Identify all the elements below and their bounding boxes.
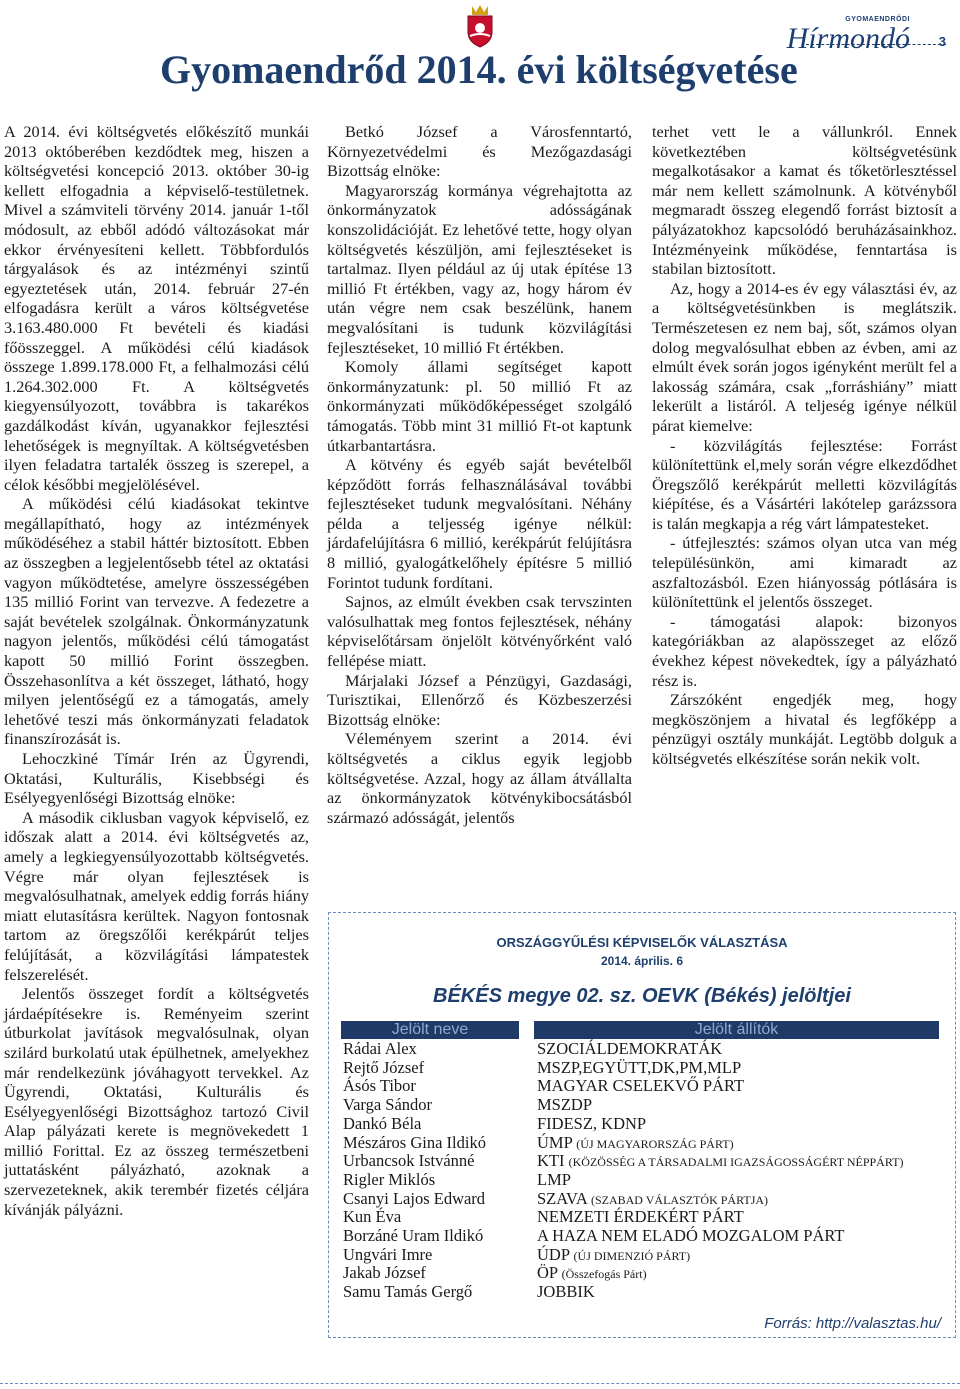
page-title: Gyomaendrőd 2014. évi költségvetése [160, 47, 798, 92]
paragraph: - útfejlesztés: számos olyan utca van még településünkön, ami kimaradt az aszfaltozásból. Ezen hiányosság pótlására is különítettünk el jelentős összeget. [652, 533, 957, 612]
party-note: (Összefogás Párt) [561, 1267, 647, 1282]
paragraph: Véleményem szerint a 2014. évi költségvetés a ciklus egyik legjobb költségvetése. Azzal, hogy az állam átvállalta az önkormányzatok kötvénykibocsátásból származó adósságát, jelentős [327, 729, 632, 827]
party-note: (KÖZÖSSÉG A TÁRSADALMI IGAZSÁGOSSÁGÉRT NÉPPÁRT) [568, 1155, 904, 1170]
candidate-party [537, 1095, 592, 1114]
paragraph: Márjalaki József a Pénzügyi, Gazdasági, Turisztikai, Ellenőrző és Közbeszerzési Bizottság elnöke: [327, 670, 632, 729]
table-row [343, 1095, 951, 1114]
candidate-party [537, 1282, 595, 1301]
paragraph: - közvilágítás fejlesztése: Forrást különítettünk el,mely során végre elkezdődhet Öregszőlő kerékpárút melletti közvilágítás kiépítése, és a Vásártéri lakótelep garázssora is talán megkapja a rég várt lámpatesteket. [652, 435, 957, 533]
paragraph: Komoly állami segítséget kapott önkormányzatunk: pl. 50 millió Ft az önkormányzati működőképességet szolgáló támogatás. Több mint 31 millió Ft-ot kaptunk útkarbantartásra. [327, 357, 632, 455]
candidate-name: Rejtő József [343, 1057, 425, 1077]
election-heading: ORSZÁGGYŰLÉSI KÉPVISELŐK VÁLASZTÁSA [496, 935, 788, 950]
candidate-name: Dankó Béla [343, 1113, 422, 1133]
column-header-party: Jelölt állítók [534, 1021, 939, 1039]
party-name: A HAZA NEM ELADÓ MOZGALOM PÁRT [537, 1226, 845, 1245]
candidate-party [537, 1114, 646, 1133]
paragraph: - támogatási alapok: bizonyos kategóriákban az alapösszeget az előző évekhez képest növekedtek, így a pályázható rész is. [652, 611, 957, 690]
paragraph: terhet vett le a vállunkról. Ennek következtében költségvetésünk megalkotásakor a kamat és tőketörlesztéssel már nem kellett számolnunk. A kötvényből megmaradt összeg elegendő forrást biztosít a pályázatokhoz kapcsolódó beruházásainkhoz. Intézményeink működése, fenntartása is stabilan biztosított. [652, 122, 957, 279]
page-number: 3 [938, 34, 946, 49]
column-header-name: Jelölt neve [341, 1021, 519, 1039]
candidate-name: Mészáros Gina Ildikó [343, 1132, 486, 1152]
paragraph: Magyarország kormánya végrehajtotta az önkormányzatok adósságának konszolidációját. Ez lehetővé tette, hogy olyan költségvetés készüljön, ami fejlesztéseket is tartalmaz. Ilyen például az új utak építése 13 millió Ft értékben, vagy az, hogy három év után végre nem csak beszélünk, hanem megvalósítani is tudunk közvilágítási fejlesztéseket, 10 millió Ft értékben. [327, 180, 632, 357]
paragraph: A működési célú kiadásokat tekintve megállapítható, hogy az intézmények működéséhez a stabil háttér biztosított. Ebben az összegben a legjelentősebb tétel az oktatási vagyon működtetése, amelyre összességében 135 millió Forint van tervezve. A fedezetre a saját bevételek szolgálnak. Önkormányzatunk nagyon jelentős, működési célú támogatást kapott 50 millió Forint összegben. Összehasonlítva a két összeget, látható, hogy milyen jelentőségű ez a támogatás, amely lehetővé teszi más önkormányzati feladatok finanszírozását is. [4, 494, 309, 749]
candidate-party [537, 1076, 744, 1095]
table-row [343, 1076, 951, 1095]
candidate-name: Csanyi Lajos Edward [343, 1188, 486, 1208]
table-row [343, 1189, 951, 1208]
bottom-rule [0, 1383, 960, 1384]
party-name: MSZP,EGYÜTT,DK,PM,MLP [537, 1057, 742, 1077]
candidate-name: Ungvári Imre [343, 1244, 433, 1264]
party-name: NEMZETI ÉRDEKÉRT PÁRT [537, 1207, 744, 1227]
paragraph: Zárszóként engedjék meg, hogy megköszönjem a hivatal és legfőképp a pénzügyi osztály munkáját. Legtöbb dolguk a költségvetés elkészítése során nekik volt. [652, 690, 957, 768]
masthead-name: Hírmondó [786, 22, 910, 55]
column-1 [4, 122, 309, 1219]
paragraph: A 2014. évi költségvetés előkészítő munkái 2013 októberében kezdődtek meg, hiszen a költségvetési koncepció 2013. október 30-ig kellett elfogadnia a képviselő-testületnek. Mivel a számviteli törvény 2014. január 1-től módosult, az ebből adódó változásokat már ekkor érvényesíteni kellett. Többfordulós tárgyalások és az intézményi szintű egyeztetések után, 2014. február 27-én elfogadásra került a város költségvetése 3.163.480.000 Ft bevételi és kiadási főösszeggel. A működési célú kiadások összege 1.899.178.000 Ft, a felhalmozási célú 1.264.302.000 Ft. A költségvetés kiegyensúlyozott, továbbra is takarékos gazdálkodást kíván, ugyanakkor fejlesztési lehetőségek is megnyíltak. A költségvetésben ilyen feladatra tartalék összeg is szerepel, a célok későbbi megjelölésével. [4, 122, 309, 494]
candidate-name: Rigler Miklós [343, 1169, 436, 1189]
candidate-name: Urbancsok Istvánné [343, 1151, 475, 1171]
table-row [343, 1282, 951, 1301]
candidate-name: Borzáné Uram Ildikó [343, 1226, 484, 1245]
source-link[interactable]: Forrás: http://valasztas.hu/ [764, 1315, 941, 1332]
party-name: SZOCIÁLDEMOKRATÁK [537, 1039, 723, 1058]
candidate-name: Ásós Tibor [343, 1076, 416, 1096]
candidate-name: Rádai Alex [343, 1039, 417, 1058]
party-name: KTI [537, 1151, 565, 1171]
party-name: SZAVA [537, 1188, 587, 1208]
paragraph: Jelentős összeget fordít a költségvetés járdaépítésekre is. Reményeim szerint útburkolat javítások megvalósulnak, olyan szilárd burkolatú utak épülhetnek, amelyekhez már rendelkezünk jóváhagyott tervekkel. Az Ügyrendi, Oktatási, Kulturális és Esélyegyenlőségi Bizottsághoz tartozó Civil Alap pályázati kerete is megnövekedett 1 millió Forittal. Ez az összeg természetbeni juttatásként pályázható, azoknak a szervezeteknek, akik terembér fizetés céljára kívánják pályázni. [4, 984, 309, 1219]
candidate-party [537, 1039, 722, 1058]
party-note: (ÚJ MAGYARORSZÁG PÁRT) [576, 1136, 734, 1151]
masthead-small: GYOMAENDRŐDI [845, 16, 910, 23]
table-row [343, 1263, 951, 1282]
candidate-name: Kun Éva [343, 1207, 402, 1227]
election-date: 2014. április. 6 [600, 954, 684, 968]
table-row [343, 1207, 951, 1226]
coat-of-arms-icon [460, 2, 500, 48]
table-row [343, 1058, 951, 1077]
party-note: (ÚJ DIMENZIÓ PÁRT) [573, 1248, 691, 1263]
party-name: MAGYAR CSELEKVŐ PÁRT [537, 1076, 745, 1096]
candidate-name: Samu Tamás Gergő [343, 1282, 473, 1302]
paragraph: Az, hogy a 2014-es év egy választási év, az a költségvetésünkben is meglátszik. Természetesen ez nem baj, sőt, számos olyan dolog megvalósulhat ebben az évben, ami az elmúlt évek során jogos igényként merült fel a lakosság számára, csak „forráshiány” miatt lekerült a listáról. A teljeség igénye nélkül párat kiemelve: [652, 278, 957, 435]
candidate-party [537, 1058, 741, 1077]
table-row [343, 1133, 951, 1152]
table-row [343, 1245, 951, 1264]
party-name: ÖP [537, 1263, 558, 1283]
party-name: JOBBIK [537, 1282, 595, 1302]
party-name: ÚDP [537, 1244, 570, 1264]
column-3 [652, 122, 957, 769]
table-row [343, 1114, 951, 1133]
paragraph: Betkó József a Városfenntartó, Környezetvédelmi és Mezőgazdasági Bizottság elnöke: [327, 122, 632, 181]
candidate-party [537, 1207, 744, 1226]
candidate-name: Jakab József [343, 1263, 426, 1283]
party-name: LMP [537, 1169, 571, 1189]
candidate-party [537, 1170, 571, 1189]
header-rule [806, 44, 946, 45]
column-2 [327, 122, 632, 827]
party-name: MSZDP [537, 1095, 593, 1115]
election-subheading: BÉKÉS megye 02. sz. OEVK (Békés) jelöltjei [433, 985, 851, 1007]
paragraph: A második ciklusban vagyok képviselő, ez időszak alatt a 2014. évi költségvetés az, amely a legkiegyensúlyozottabb költségvetés. Végre már olyan fejlesztések is megvalósulhatnak, amelyek eddig forrás hiány miatt elutasításra kerültek. Nagyon fontosnak tartom az öregszőlői kerékpárút teljes felújítását, a közvilágítási lámpatestek felszerelését. [4, 807, 309, 984]
candidate-party [537, 1226, 844, 1245]
party-name: ÚMP [537, 1132, 573, 1152]
party-note: (SZABAD VÁLASZTÓK PÁRTJA) [590, 1192, 769, 1207]
table-row [343, 1039, 951, 1058]
paragraph: A kötvény és egyéb saját bevételből képződött forrás felhasználásával további fejlesztéseket tudunk megvalósítani. Néhány példa a teljesség igénye nélkül: járdafelújításra 6 millió, kerékpárút felújításra 8 millió, gyalogátkelőhely építésre 5 millió Forintot tudunk fordítani. [327, 455, 632, 592]
election-box [328, 912, 956, 1338]
paragraph: Sajnos, az elmúlt években csak tervszinten valósulhattak meg fontos fejlesztések, néhány képviselőtársam önjelölt kötvényőrként való fellépése miatt. [327, 592, 632, 671]
table-row [343, 1226, 951, 1245]
candidate-name: Varga Sándor [343, 1095, 433, 1115]
paragraph: Lehoczkiné Tímár Irén az Ügyrendi, Oktatási, Kulturális, Kisebbségi és Esélyegyenlőségi Bizottság elnöke: [4, 749, 309, 808]
party-name: FIDESZ, KDNP [537, 1113, 647, 1133]
table-row [343, 1170, 951, 1189]
table-row [343, 1151, 951, 1170]
